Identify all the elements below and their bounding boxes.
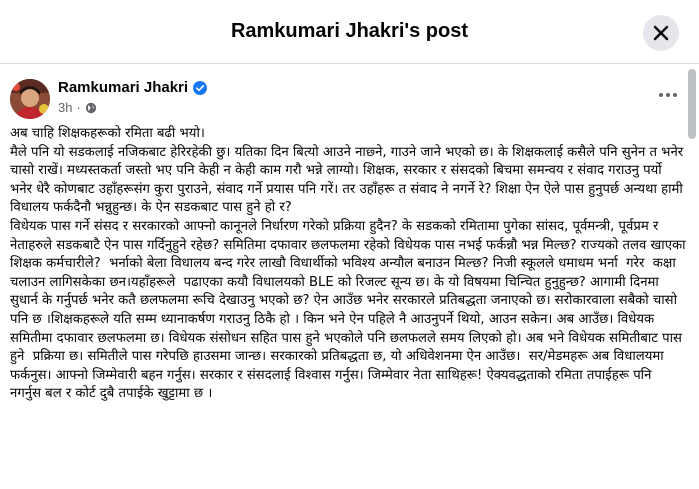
post-meta xyxy=(58,100,97,115)
dialog-title: Ramkumari Jhakri's post xyxy=(230,20,469,42)
more-options-icon-dot xyxy=(666,93,670,97)
more-options-icon-dot xyxy=(659,93,663,97)
scrollbar-thumb[interactable] xyxy=(688,69,696,139)
close-button[interactable] xyxy=(643,15,679,51)
post-dialog-header xyxy=(0,0,699,64)
avatar-photo-icon xyxy=(10,79,50,119)
verified-badge-icon xyxy=(193,81,207,95)
close-icon xyxy=(653,25,669,41)
more-options-icon-dot xyxy=(673,93,677,97)
post-body-text: अब चाहि शिक्षकहरूको रमिता बढी भयो। मैले पनि यो सडकलाई नजिकबाट हेरिरहेकी छु। यतिका दिन बित्यो आउने नाछ्ने, गाउने जाने भएको छ। के शिक्षकलाई कसैले पनि सुनेन त भनेर चासो राखें। मध्यस्तकर्ता जस्तो भए पनि केही न केही काम गरौ भन्ने लाग्यो। शिक्षक, सरकार र संसदको बिचमा समन्वय र संवाद गराउनु पर्यो भनेर धेरै कोणबाट उहाँहरूसंग कुरा पुराउने, संवाद गर्ने प्रयास पनि गरें। तर उहाँहरू त संवाद ने नगर्ने रे? शिक्षा ऐन ऐले पास हुनुपर्छ अन्यथा हामी विधालय फर्कदैनौ भन्नुहुन्छ। के ऐन सडकबाट पास हुने हो र? विधेयक पास गर्ने संसद र सरकारको आफ्नो कानूनले निर्धारण गरेको प्रक्रिया हुदैन? के सडकको रमितामा पुगेका सांसद, पूर्वमन्त्री, पूर्वप्रम र नेताहरुले सडकबाटै ऐन पास गर्दिनुहुने रहेछ? समितिमा दफावार छलफलमा रहेको विधेयक पास नभई फर्कन्नौ भन्न मिल्छ? राज्यको तलव खाएका शिक्षक कर्मचारीले? भर्नाको बेला विधालय बन्द गरेर लाखौ विधार्थीको भविश्य अन्यौल बनाउन मिल्छ? निजी स्कूलले धमाधम भर्ना गरेर कक्षा चलाउन लागिसकेका छन।यहाँहरूले पढाएका कयौ विधालयको BLE को रिजल्ट सून्य छ। के यो विषयमा चिन्चित हुनुहुन्छ? आगामी दिनमा सुधार्न के गर्नुपर्छ भनेर कतै छलफलमा रूचि देखाउनु भएको छ? ऐन आउँछ भनेर सरकारले प्रतिबद्धता जनाएको छ। सरोकारवाला सबैको चासो पनि छ ।शिक्षकहरूले यति सम्म ध्यानाकर्षण गराउनु ठिकै हो । किन भने ऐन पहिले नै आउनुपर्ने थियो, आउन सकेन। अब आउँछ। विधेयक समितीमा दफावार छलफलमा छ। विधेयक संसोधन सहित पास हुने भएकोले पनि छलफलले समय लिएको हो। अब भने विधेयक समितीबाट पास हुने प्रक्रिया छ। समितीले पास गरेपछि हाउसमा जान्छ। सरकारको प्रतिबद्धता छ, यो अधिवेशनमा ऐन आउँछ। सर/मेडमहरू अब विधालयमा फर्कनुस। आफ्नो जिम्मेवारी बहन गर्नुस। सरकार र संसदलाई विश्वास गर्नुस। जिम्मेवार नेता साथिहरू! ऐक्यवद्धताको रमिता तपाईहरू पनि नगर्नुस बल र कोर्ट दुबै तपाईके खुट्टामा छ । xyxy=(10,126,686,402)
meta-separator: · xyxy=(76,100,81,115)
post-content-area xyxy=(0,65,699,489)
author-name-row xyxy=(58,79,207,96)
globe-icon[interactable] xyxy=(85,102,97,114)
more-options-button[interactable] xyxy=(654,85,682,105)
author-name[interactable]: Ramkumari Jhakri xyxy=(58,79,189,96)
author-avatar[interactable] xyxy=(10,79,50,119)
post-timestamp[interactable]: 3h xyxy=(58,100,73,115)
